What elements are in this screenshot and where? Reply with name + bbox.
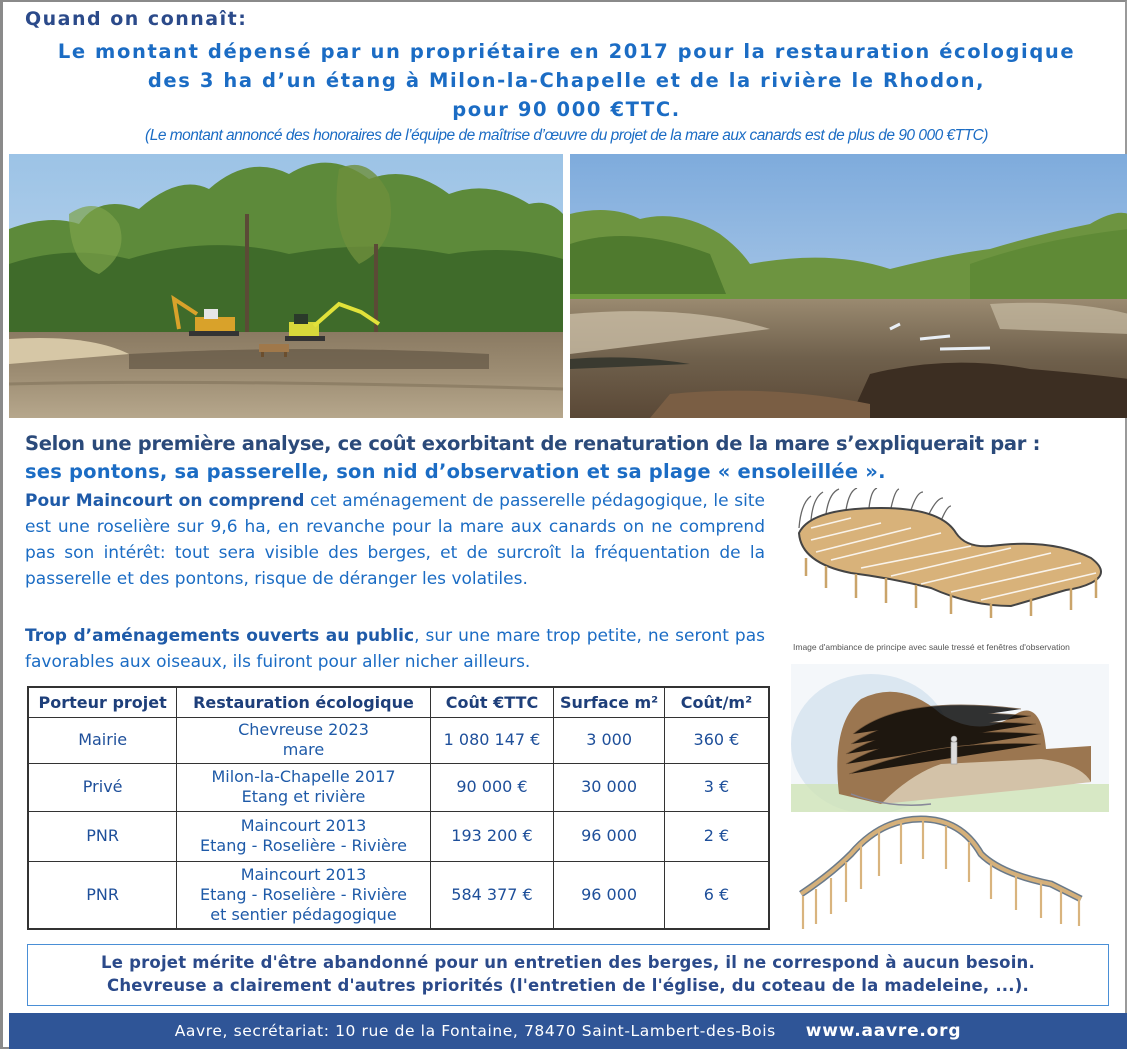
conclusion-line-1: Le projet mérite d'être abandonné pour un entretien des berges, il ne correspond à aucun besoin.	[101, 953, 1035, 972]
illustration-observation-platform	[791, 488, 1113, 618]
header-cout: Coût €TTC	[430, 687, 554, 717]
desc-line: Etang - Roselière - Rivière	[200, 836, 407, 855]
cell-porteur: PNR	[28, 861, 177, 929]
cell-desc	[177, 811, 430, 861]
cell-cout-m2: 3 €	[664, 763, 769, 811]
desc-line: Chevreuse 2023	[238, 720, 369, 739]
paragraph-too-many-text: , sur une mare trop petite, ne seront pas favorables aux oiseaux, ils fuiront pour aller nicher ailleurs.	[25, 626, 765, 672]
cell-surface: 30 000	[554, 763, 665, 811]
headline-line-1: Le montant dépensé par un propriétaire en 2017 pour la restauration écologique	[57, 40, 1076, 63]
illustration-walkway	[791, 814, 1091, 932]
cost-comparison-table	[27, 686, 770, 930]
paragraph-maincourt-bold: Pour Maincourt on comprend	[25, 491, 305, 511]
table-row	[28, 763, 769, 811]
intro-heading: Quand on connaît:	[25, 8, 248, 30]
conclusion-box	[27, 944, 1109, 1006]
cell-porteur: Privé	[28, 763, 177, 811]
cell-porteur: PNR	[28, 811, 177, 861]
headline-line-2: des 3 ha d’un étang à Milon-la-Chapelle et de la rivière le Rhodon,	[147, 69, 986, 92]
table-row	[28, 717, 769, 763]
photo-excavators	[9, 154, 563, 418]
paragraph-maincourt	[25, 488, 765, 592]
desc-line: Etang et rivière	[241, 787, 366, 806]
cell-surface: 96 000	[554, 861, 665, 929]
illustration-caption: Image d'ambiance de principe avec saule tressé et fenêtres d'observation	[793, 642, 1070, 652]
cell-surface: 96 000	[554, 811, 665, 861]
footer-address: Aavre, secrétariat: 10 rue de la Fontaine, 78470 Saint-Lambert-des-Bois	[174, 1022, 776, 1040]
paragraph-too-many	[25, 623, 765, 675]
cell-cout: 1 080 147 €	[430, 717, 554, 763]
header-porteur: Porteur projet	[28, 687, 177, 717]
desc-line: et sentier pédagogique	[210, 904, 397, 924]
cell-porteur: Mairie	[28, 717, 177, 763]
footer-website-link[interactable]: www.aavre.org	[805, 1021, 962, 1041]
paragraph-maincourt-text: cet aménagement de passerelle pédagogique, le site est une roselière sur 9,6 ha, en revanche pour la mare aux canards on ne comprend pas son intérêt: tout sera visible des berges, et de surcroît la fréquentation de la passerelle et des pontons, risque de déranger les volatiles.	[25, 491, 765, 589]
conclusion-line-2: Chevreuse a clairement d'autres priorités (l'entretien de l'église, du coteau de la madeleine, ...).	[107, 976, 1029, 995]
header-surface: Surface m²	[554, 687, 665, 717]
cell-desc	[177, 717, 430, 763]
cell-desc	[177, 861, 430, 929]
cell-surface: 3 000	[554, 717, 665, 763]
desc-line: Milon-la-Chapelle 2017	[211, 767, 396, 786]
cell-cout: 584 377 €	[430, 861, 554, 929]
cell-cout: 90 000 €	[430, 763, 554, 811]
table-row	[28, 861, 769, 929]
header-cout-m2: Coût/m²	[664, 687, 769, 717]
footer-bar	[9, 1013, 1127, 1049]
fees-note: (Le montant annoncé des honoraires de l’équipe de maîtrise d’œuvre du projet de la mare aux canards est de plus de 90 000 €TTC)	[145, 127, 988, 144]
table-header-row	[28, 687, 769, 717]
headline-line-3: pour 90 000 €TTC.	[452, 98, 681, 121]
photo-drained-pond	[570, 154, 1127, 418]
cell-cout: 193 200 €	[430, 811, 554, 861]
cell-desc	[177, 763, 430, 811]
analysis-line-1: Selon une première analyse, ce coût exorbitant de renaturation de la mare s’expliquerait par :	[25, 432, 1041, 455]
cell-cout-m2: 360 €	[664, 717, 769, 763]
paragraph-too-many-bold: Trop d’aménagements ouverts au public	[25, 626, 415, 646]
desc-line: mare	[282, 740, 325, 759]
table-row	[28, 811, 769, 861]
cell-cout-m2: 6 €	[664, 861, 769, 929]
desc-line: Etang - Roselière - Rivière	[200, 884, 407, 904]
illustration-willow-nest	[791, 664, 1109, 812]
desc-line: Maincourt 2013	[240, 816, 367, 835]
desc-line: Maincourt 2013	[240, 864, 367, 884]
analysis-line-2: ses pontons, sa passerelle, son nid d’observation et sa plage « ensoleillée ».	[25, 460, 886, 483]
header-restauration: Restauration écologique	[177, 687, 430, 717]
cell-cout-m2: 2 €	[664, 811, 769, 861]
